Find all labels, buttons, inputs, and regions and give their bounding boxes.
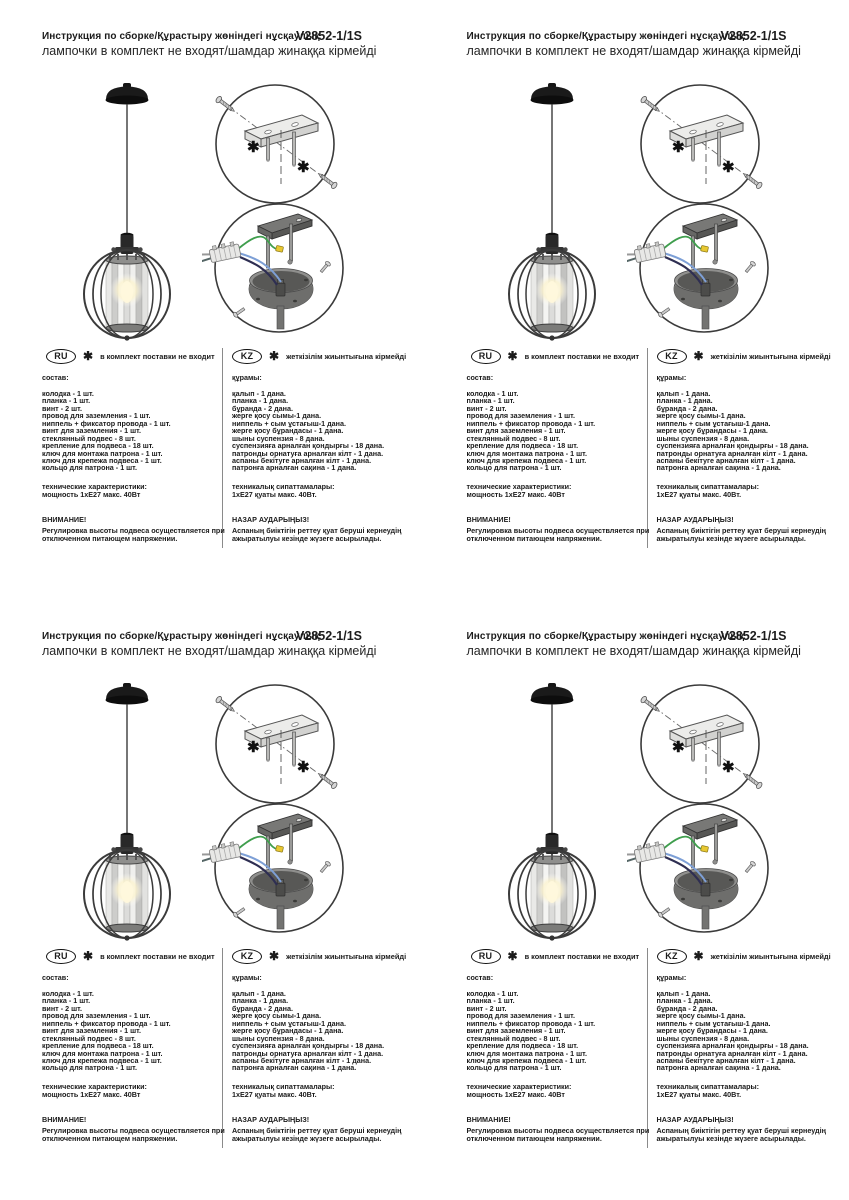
list-item: ниппель + сым ұстағыш-1 дана. (232, 418, 346, 428)
ru-specs-title: технические характеристики: (42, 1082, 147, 1091)
kz-note: жеткізілім жиынтығына кірмейді (286, 952, 407, 961)
ru-badge: RU (46, 949, 76, 964)
list-item: қалып - 1 дана. (232, 988, 286, 998)
ru-parts-title: состав: (42, 973, 69, 982)
ru-note: в комплект поставки не входит (524, 352, 640, 361)
ru-parts-section (42, 374, 224, 472)
kz-specs-value: 1хЕ27 қуаты макс. 40Вт. (656, 490, 742, 500)
ru-specs-title: технические характеристики: (466, 1082, 572, 1091)
ru-parts-section (467, 974, 649, 1072)
list-item: ключ для монтажа патрона - 1 шт. (42, 1048, 163, 1058)
sheet-title: Инструкция по сборке/Құрастыру жөніндегі нұсқаулық (42, 31, 320, 42)
ru-parts-list (467, 990, 649, 1072)
list-item: аспаны бекітуге арналған кілт - 1 дана. (656, 1056, 796, 1066)
list-item: стеклянный подвес - 8 шт. (466, 1033, 561, 1043)
kz-specs (657, 483, 849, 499)
list-item: ключ для монтажа патрона - 1 шт. (466, 1048, 587, 1058)
kz-language-row (657, 949, 831, 964)
list-item: винт для заземления - 1 шт. (466, 426, 566, 436)
bracket-mounting-diagram (630, 82, 775, 207)
list-item: ключ для крепежа подвеса - 1 шт. (42, 456, 162, 466)
list-item: бұранда - 2 дана. (656, 1003, 718, 1013)
ru-warning-title: ВНИМАНИЕ! (42, 1115, 87, 1124)
list-item: планка - 1 шт. (466, 396, 515, 406)
ru-warning (42, 516, 236, 543)
list-item: ниппель + фиксатор провода - 1 шт. (42, 418, 171, 428)
list-item: жерге қосу бұрандасы - 1 дана. (232, 426, 344, 436)
list-item: винт - 2 шт. (42, 1003, 82, 1013)
asterisk-mark: ✱ (671, 739, 685, 756)
list-item: жерге қосу сымы-1 дана. (656, 411, 746, 421)
list-item: патронға арналған сақина - 1 дана. (232, 1063, 357, 1073)
kz-specs (232, 483, 424, 499)
kz-parts-list (657, 390, 849, 472)
list-item: бұранда - 2 дана. (232, 403, 294, 413)
kz-parts-section (232, 974, 424, 1072)
kz-parts-list (232, 390, 424, 472)
asterisk-icon: ✱ (83, 948, 94, 963)
ru-warning-text: Регулировка высоты подвеса осуществляется при отключенном питающем напряжении. (466, 1125, 650, 1144)
ru-warning-title: ВНИМАНИЕ! (466, 1115, 511, 1124)
kz-parts-section (657, 374, 849, 472)
sheet-subtitle: лампочки в комплект не входят/шамдар жинаққа кірмейді (42, 644, 377, 658)
kz-warning-title: НАЗАР АУДАРЫҢЫЗ! (232, 515, 310, 524)
ru-parts-title: состав: (466, 973, 494, 982)
list-item: планка - 1 дана. (656, 396, 713, 406)
kz-badge: KZ (232, 349, 262, 364)
ru-parts-list (42, 390, 224, 472)
list-item: провод для заземления - 1 шт. (466, 411, 576, 421)
kz-warning (232, 1116, 425, 1143)
list-item: винт - 2 шт. (466, 1003, 507, 1013)
list-item: винт для заземления - 1 шт. (42, 1026, 141, 1036)
list-item: винт для заземления - 1 шт. (466, 1026, 566, 1036)
list-item: суспензияға арналған қондырғы - 18 дана. (232, 441, 385, 451)
ru-specs-title: технические характеристики: (42, 482, 147, 491)
kz-warning-text: Аспаның биіктігін реттеу қуат беруші кернеудің ажыратылуы кезінде жүзеге асырылады. (656, 1125, 826, 1144)
asterisk-icon: ✱ (269, 948, 280, 963)
list-item: шыны суспензия - 8 дана. (656, 433, 750, 443)
canopy-wiring-diagram (627, 196, 777, 346)
model-number: V2852-1/1S (296, 29, 363, 43)
pendant-lamp-illustration (57, 682, 202, 942)
ru-warning-title: ВНИМАНИЕ! (466, 515, 511, 524)
bracket-mounting-diagram (205, 682, 350, 807)
list-item: патронды орнатуға арналған кілт - 1 дана. (232, 448, 384, 458)
kz-language-row (657, 349, 831, 364)
kz-specs-title: техникалық сипаттамалары: (232, 482, 335, 491)
pendant-lamp-illustration (57, 82, 202, 342)
instruction-sheet (425, 0, 849, 600)
kz-language-row (232, 349, 406, 364)
ru-parts-section (42, 974, 224, 1072)
list-item: патронға арналған сақина - 1 дана. (656, 463, 781, 473)
kz-warning-title: НАЗАР АУДАРЫҢЫЗ! (232, 1115, 310, 1124)
instruction-sheet (0, 600, 425, 1200)
ru-language-row (46, 349, 215, 364)
ru-warning-text: Регулировка высоты подвеса осуществляется при отключенном питающем напряжении. (42, 525, 225, 544)
list-item: кольцо для патрона - 1 шт. (42, 1063, 138, 1073)
canopy-wiring-diagram (202, 796, 352, 946)
kz-warning-text: Аспаның биіктігін реттеу қуат беруші кернеудің ажыратылуы кезінде жүзеге асырылады. (232, 525, 402, 544)
kz-parts-title: құрамы: (232, 373, 262, 382)
kz-specs-title: техникалық сипаттамалары: (656, 482, 760, 491)
sheet-title: Инструкция по сборке/Құрастыру жөніндегі нұсқаулық (466, 31, 745, 42)
list-item: стеклянный подвес - 8 шт. (42, 433, 136, 443)
bracket-mounting-diagram (630, 682, 775, 807)
list-item: планка - 1 дана. (232, 396, 289, 406)
kz-warning-title: НАЗАР АУДАРЫҢЫЗ! (656, 1115, 734, 1124)
ru-warning (467, 1116, 661, 1143)
kz-parts-section (657, 974, 849, 1072)
list-item: ключ для монтажа патрона - 1 шт. (42, 448, 163, 458)
list-item: ниппель + фиксатор провода - 1 шт. (42, 1018, 171, 1028)
ru-specs-value: мощность 1хЕ27 макс. 40Вт (466, 490, 565, 500)
list-item: патронды орнатуға арналған кілт - 1 дана. (656, 448, 808, 458)
list-item: ключ для крепежа подвеса - 1 шт. (42, 1056, 162, 1066)
list-item: планка - 1 дана. (232, 996, 289, 1006)
list-item: провод для заземления - 1 шт. (42, 411, 151, 421)
asterisk-mark: ✱ (297, 159, 310, 176)
ru-warning (42, 1116, 236, 1143)
kz-warning-text: Аспаның биіктігін реттеу қуат беруші кернеудің ажыратылуы кезінде жүзеге асырылады. (656, 525, 826, 544)
asterisk-icon: ✱ (693, 348, 704, 363)
asterisk-mark: ✱ (247, 139, 260, 156)
ru-specs (42, 1083, 224, 1099)
list-item: кольцо для патрона - 1 шт. (42, 463, 138, 473)
sheet-subtitle: лампочки в комплект не входят/шамдар жинаққа кірмейді (466, 644, 801, 658)
list-item: винт - 2 шт. (42, 403, 82, 413)
list-item: колодка - 1 шт. (42, 388, 94, 398)
list-item: кольцо для патрона - 1 шт. (466, 1063, 562, 1073)
ru-parts-list (42, 990, 224, 1072)
kz-parts-section (232, 374, 424, 472)
list-item: патронды орнатуға арналған кілт - 1 дана. (232, 1048, 384, 1058)
ru-warning-title: ВНИМАНИЕ! (42, 515, 87, 524)
list-item: шыны суспензия - 8 дана. (232, 1033, 325, 1043)
sheet-title: Инструкция по сборке/Құрастыру жөніндегі нұсқаулық (466, 631, 745, 642)
list-item: крепление для подвеса - 18 шт. (42, 441, 154, 451)
list-item: бұранда - 2 дана. (656, 403, 718, 413)
list-item: винт для заземления - 1 шт. (42, 426, 141, 436)
list-item: патронға арналған сақина - 1 дана. (656, 1063, 781, 1073)
kz-note: жеткізілім жиынтығына кірмейді (710, 352, 831, 361)
ru-specs-value: мощность 1хЕ27 макс. 40Вт (42, 1090, 141, 1100)
ru-note: в комплект поставки не входит (100, 952, 215, 961)
list-item: колодка - 1 шт. (466, 988, 519, 998)
list-item: колодка - 1 шт. (466, 388, 519, 398)
list-item: планка - 1 шт. (466, 996, 515, 1006)
list-item: провод для заземления - 1 шт. (42, 1011, 151, 1021)
ru-specs-value: мощность 1хЕ27 макс. 40Вт (466, 1090, 565, 1100)
asterisk-icon: ✱ (507, 348, 518, 363)
list-item: жерге қосу сымы-1 дана. (232, 411, 322, 421)
ru-badge: RU (471, 949, 501, 964)
list-item: ниппель + фиксатор провода - 1 шт. (466, 1018, 596, 1028)
list-item: суспензияға арналған қондырғы - 18 дана. (656, 1041, 809, 1051)
list-item: винт - 2 шт. (466, 403, 507, 413)
list-item: планка - 1 дана. (656, 996, 713, 1006)
kz-badge: KZ (657, 349, 687, 364)
list-item: жерге қосу бұрандасы - 1 дана. (656, 426, 768, 436)
ru-warning (467, 516, 661, 543)
list-item: шыны суспензия - 8 дана. (232, 433, 325, 443)
list-item: жерге қосу бұрандасы - 1 дана. (232, 1026, 344, 1036)
list-item: жерге қосу бұрандасы - 1 дана. (656, 1026, 768, 1036)
ru-specs-value: мощность 1хЕ27 макс. 40Вт (42, 490, 141, 500)
canopy-wiring-diagram (627, 796, 777, 946)
list-item: аспаны бекітуге арналған кілт - 1 дана. (656, 456, 796, 466)
list-item: қалып - 1 дана. (656, 988, 711, 998)
canopy-wiring-diagram (202, 196, 352, 346)
asterisk-icon: ✱ (83, 348, 94, 363)
ru-warning-text: Регулировка высоты подвеса осуществляется при отключенном питающем напряжении. (42, 1125, 225, 1144)
kz-specs-title: техникалық сипаттамалары: (656, 1082, 760, 1091)
ru-parts-title: состав: (42, 373, 69, 382)
list-item: жерге қосу сымы-1 дана. (232, 1011, 322, 1021)
kz-specs-value: 1хЕ27 қуаты макс. 40Вт. (656, 1090, 742, 1100)
asterisk-icon: ✱ (693, 948, 704, 963)
list-item: планка - 1 шт. (42, 396, 91, 406)
sheet-subtitle: лампочки в комплект не входят/шамдар жинаққа кірмейді (466, 44, 801, 58)
kz-parts-list (232, 990, 424, 1072)
kz-badge: KZ (232, 949, 262, 964)
list-item: стеклянный подвес - 8 шт. (466, 433, 561, 443)
pendant-lamp-illustration (482, 682, 627, 942)
list-item: ключ для крепежа подвеса - 1 шт. (466, 456, 587, 466)
list-item: ниппель + сым ұстағыш-1 дана. (656, 1018, 771, 1028)
ru-badge: RU (46, 349, 76, 364)
kz-parts-title: құрамы: (656, 973, 687, 982)
list-item: қалып - 1 дана. (656, 388, 711, 398)
list-item: кольцо для патрона - 1 шт. (466, 463, 562, 473)
ru-badge: RU (471, 349, 501, 364)
list-item: бұранда - 2 дана. (232, 1003, 294, 1013)
kz-specs-value: 1хЕ27 қуаты макс. 40Вт. (232, 490, 317, 500)
list-item: крепление для подвеса - 18 шт. (466, 441, 579, 451)
kz-specs-value: 1хЕ27 қуаты макс. 40Вт. (232, 1090, 317, 1100)
kz-warning (657, 516, 849, 543)
asterisk-icon: ✱ (507, 948, 518, 963)
asterisk-mark: ✱ (671, 139, 685, 156)
kz-parts-title: құрамы: (656, 373, 687, 382)
model-number: V2852-1/1S (720, 629, 787, 643)
list-item: патронды орнатуға арналған кілт - 1 дана. (656, 1048, 808, 1058)
ru-language-row (471, 949, 640, 964)
asterisk-mark: ✱ (247, 739, 260, 756)
bracket-mounting-diagram (205, 82, 350, 207)
ru-language-row (471, 349, 640, 364)
list-item: аспаны бекітуге арналған кілт - 1 дана. (232, 456, 372, 466)
sheet-subtitle: лампочки в комплект не входят/шамдар жинаққа кірмейді (42, 44, 377, 58)
instruction-sheet (0, 0, 425, 600)
kz-badge: KZ (657, 949, 687, 964)
model-number: V2852-1/1S (720, 29, 787, 43)
list-item: суспензияға арналған қондырғы - 18 дана. (656, 441, 809, 451)
list-item: суспензияға арналған қондырғы - 18 дана. (232, 1041, 385, 1051)
kz-warning (657, 1116, 849, 1143)
list-item: жерге қосу сымы-1 дана. (656, 1011, 746, 1021)
asterisk-mark: ✱ (297, 759, 310, 776)
ru-note: в комплект поставки не входит (100, 352, 215, 361)
list-item: крепление для подвеса - 18 шт. (42, 1041, 154, 1051)
list-item: қалып - 1 дана. (232, 388, 286, 398)
kz-parts-title: құрамы: (232, 973, 262, 982)
kz-warning-title: НАЗАР АУДАРЫҢЫЗ! (656, 515, 734, 524)
ru-note: в комплект поставки не входит (524, 952, 640, 961)
ru-specs (42, 483, 224, 499)
pendant-lamp-illustration (482, 82, 627, 342)
kz-specs (232, 1083, 424, 1099)
list-item: ключ для крепежа подвеса - 1 шт. (466, 1056, 587, 1066)
kz-language-row (232, 949, 406, 964)
list-item: ключ для монтажа патрона - 1 шт. (466, 448, 587, 458)
model-number: V2852-1/1S (296, 629, 363, 643)
list-item: крепление для подвеса - 18 шт. (466, 1041, 579, 1051)
ru-specs (467, 483, 649, 499)
asterisk-mark: ✱ (721, 759, 735, 776)
kz-warning (232, 516, 425, 543)
kz-specs-title: техникалық сипаттамалары: (232, 1082, 335, 1091)
kz-specs (657, 1083, 849, 1099)
list-item: ниппель + сым ұстағыш-1 дана. (656, 418, 771, 428)
list-item: аспаны бекітуге арналған кілт - 1 дана. (232, 1056, 372, 1066)
asterisk-mark: ✱ (721, 159, 735, 176)
asterisk-icon: ✱ (269, 348, 280, 363)
list-item: планка - 1 шт. (42, 996, 91, 1006)
list-item: стеклянный подвес - 8 шт. (42, 1033, 136, 1043)
list-item: шыны суспензия - 8 дана. (656, 1033, 750, 1043)
list-item: провод для заземления - 1 шт. (466, 1011, 576, 1021)
ru-specs (467, 1083, 649, 1099)
kz-note: жеткізілім жиынтығына кірмейді (286, 352, 407, 361)
list-item: колодка - 1 шт. (42, 988, 94, 998)
list-item: патронға арналған сақина - 1 дана. (232, 463, 357, 473)
kz-warning-text: Аспаның биіктігін реттеу қуат беруші кернеудің ажыратылуы кезінде жүзеге асырылады. (232, 1125, 402, 1144)
ru-specs-title: технические характеристики: (466, 482, 572, 491)
kz-note: жеткізілім жиынтығына кірмейді (710, 952, 831, 961)
list-item: ниппель + сым ұстағыш-1 дана. (232, 1018, 346, 1028)
sheet-title: Инструкция по сборке/Құрастыру жөніндегі нұсқаулық (42, 631, 320, 642)
ru-parts-section (467, 374, 649, 472)
ru-parts-title: состав: (466, 373, 494, 382)
instruction-sheet (425, 600, 849, 1200)
ru-parts-list (467, 390, 649, 472)
ru-warning-text: Регулировка высоты подвеса осуществляется при отключенном питающем напряжении. (466, 525, 650, 544)
ru-language-row (46, 949, 215, 964)
kz-parts-list (657, 990, 849, 1072)
list-item: ниппель + фиксатор провода - 1 шт. (466, 418, 596, 428)
